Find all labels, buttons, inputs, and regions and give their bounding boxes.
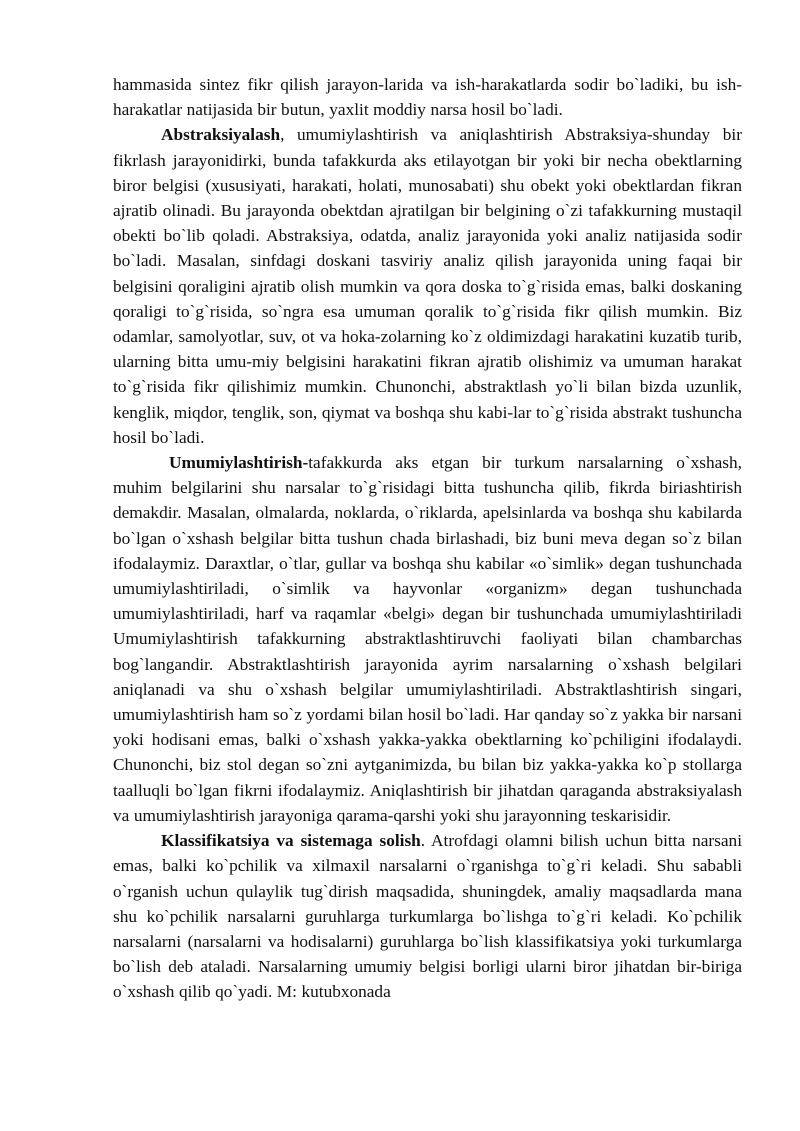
term-heading: Umumiylashtirish-: [169, 453, 309, 473]
paragraph-text: , umumiylashtirish va aniqlashtirish Abstraksiya-shunday bir fikrlash jarayonidirki, bunda tafakkurda aks etilayotgan bir yoki bir necha obektlarning biror belgisi (xususiyati, harakati, holati, munosabati) shu obekt yoki obektlardan fikran ajratib olinadi. Bu jarayonda obektdan ajratilgan bir belgining o`zi tafakkurning mustaqil obekti bo`lib qoladi. Abstraksiya, odatda, analiz jarayonida yoki analiz natijasida sodir bo`ladi. Masalan, sinfdagi doskani tasviriy analiz qilish jarayonida uning faqai bir belgisini qoraligini ajratib olish mumkin va qora doska to`g`risida emas, balki doskaning qoraligi to`g`risida, so`ngra esa umuman qoralik to`g`risida fikr qilish mumkin. Biz odamlar, samolyotlar, suv, ot va hoka-zolarning ko`z oldimizdagi harakatini kuzatib turib, ularning bitta umu-miy belgisini harakatini fikran ajratib olishimiz va umuman harakat to`g`risida fikr qilishimiz mumkin. Chunonchi, abstraktlash yo`li bilan bizda uzunlik, kenglik, miqdor, tenglik, son, qiymat va boshqa shu kabi-lar to`g`risida abstrakt tushuncha hosil bo`ladi.: [113, 125, 742, 447]
paragraph-synthesis: [113, 72, 742, 122]
document-page: [113, 72, 742, 1005]
paragraph-abstraction: [113, 122, 742, 450]
paragraph-text: . Atrofdagi olamni bilish uchun bitta narsani emas, balki ko`pchilik va xilmaxil narsalarni o`rganishga to`g`ri keladi. Shu sababli o`rganish uchun qulaylik tug`dirish maqsadida, shuningdek, amaliy maqsadlarda mana shu ko`pchilik narsalarni guruhlarga turkumlarga bo`lishga to`g`ri keladi. Ko`pchilik narsalarni (narsalarni va hodisalarni) guruhlarga bo`lish klassifikatsiya yoki turkumlarga bo`lish deb ataladi. Narsalarning umumiy belgisi borligi ularni biror jihatdan bir-biriga o`xshash qilib qo`yadi. M: kutubxonada: [113, 831, 742, 1002]
term-heading: Klassifikatsiya va sistemaga solish: [161, 831, 421, 851]
paragraph-classification: [113, 828, 742, 1004]
paragraph-text: tafakkurda aks etgan bir turkum narsalarning o`xshash, muhim belgilarini shu narsalar to`g`risidagi bitta tushuncha qilib, fikrda biriashtirish demakdir. Masalan, olmalarda, noklarda, o`riklarda, apelsinlarda va boshqa shu kabilarda bo`lgan o`xshash belgilar bitta tushun chada birlashadi, biz buni meva degan so`z bilan ifodalaymiz. Daraxtlar, o`tlar, gullar va boshqa shu kabilar «o`simlik» degan tushunchada umumiylashtiriladi, o`simlik va hayvonlar «organizm» degan tushunchada umumiylashtiriladi, harf va raqamlar «belgi» degan bir tushunchada umumiylashtiriladi Umumiylashtirish tafakkurning abstraktlashtiruvchi faoliyati bilan chambarchas bog`langandir. Abstraktlashtirish jarayonida ayrim narsalarning o`xshash belgilari aniqlanadi va shu o`xshash belgilar umumiylashtiriladi. Abstraktlashtirish singari, umumiylashtirish ham so`z yordami bilan hosil bo`ladi. Har qanday so`z yakka bir narsani yoki hodisani emas, balki o`xshash yakka-yakka obektlarning ko`pchiligini ifodalaydi. Chunonchi, biz stol degan so`zni aytganimizda, bu bilan biz yakka-yakka ko`p stollarga taalluqli bo`lgan fikrni ifodalaymiz. Aniqlashtirish bir jihatdan qaraganda abstraksiyalash va umumiylashtirish jarayoniga qarama-qarshi yoki shu jarayonning teskarisidir.: [113, 453, 742, 825]
paragraph-text: hammasida sintez fikr qilish jarayon-larida va ish-harakatlarda sodir bo`ladiki, bu ish-harakatlar natijasida bir butun, yaxlit moddiy narsa hosil bo`ladi.: [113, 75, 742, 120]
paragraph-generalization: [113, 450, 742, 828]
term-heading: Abstraksiyalash: [161, 125, 281, 145]
